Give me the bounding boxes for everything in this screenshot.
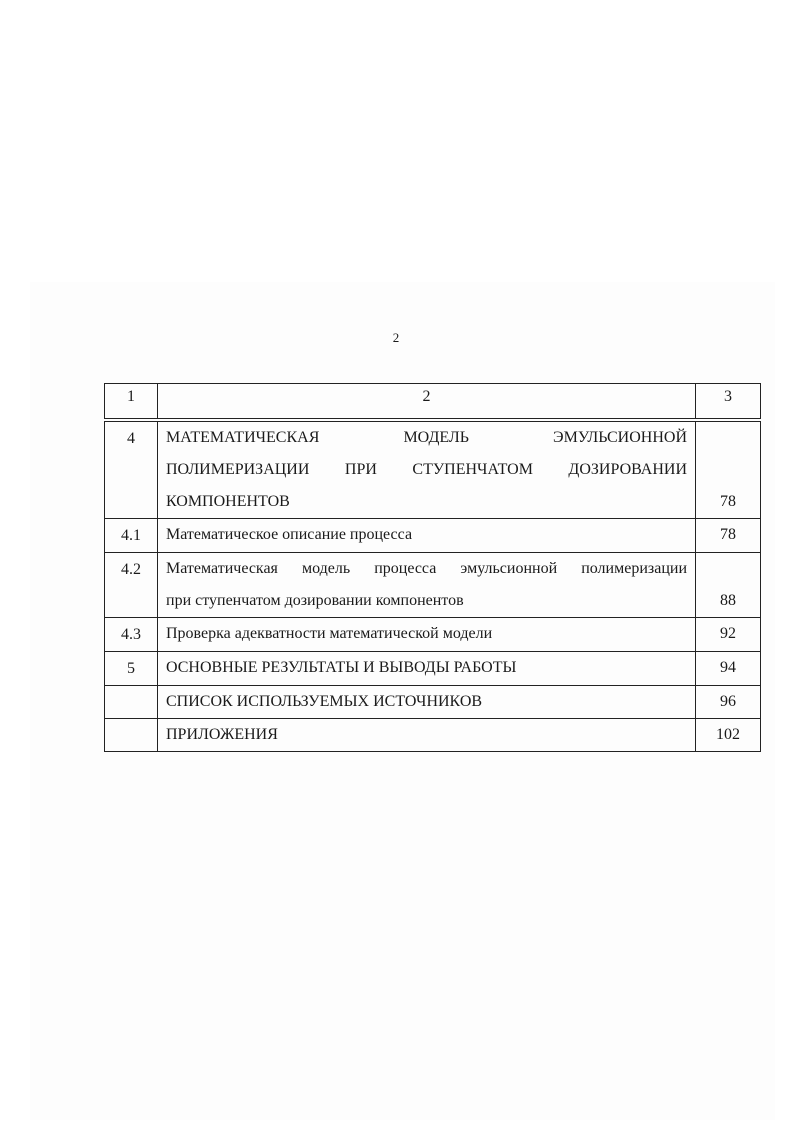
toc-row-appendices [105,719,761,752]
section-title-line: ПОЛИМЕРИЗАЦИИ ПРИ СТУПЕНЧАТОМ ДОЗИРОВАНИИ [166,461,687,478]
toc-row-5 [105,652,761,686]
section-title-line: Математическая модель процесса эмульсионной полимеризации [166,560,687,577]
toc-header-row [105,384,761,421]
section-page: 88 [696,553,761,618]
section-number [105,686,158,719]
header-col-1: 1 [105,384,158,421]
section-page: 94 [696,652,761,686]
section-title: Математическое описание процесса [158,519,696,553]
section-page: 78 [696,420,761,519]
section-number: 5 [105,652,158,686]
section-number: 4 [105,420,158,519]
section-title: СПИСОК ИСПОЛЬЗУЕМЫХ ИСТОЧНИКОВ [158,686,696,719]
toc-row-4-3 [105,618,761,652]
section-title [158,553,696,618]
section-title: ОСНОВНЫЕ РЕЗУЛЬТАТЫ И ВЫВОДЫ РАБОТЫ [158,652,696,686]
toc-row-4-1 [105,519,761,553]
table-of-contents [104,383,761,752]
section-title: ПРИЛОЖЕНИЯ [158,719,696,752]
section-title [158,420,696,519]
toc-row-4-2 [105,553,761,618]
section-title: Проверка адекватности математической модели [158,618,696,652]
toc-row-4 [105,420,761,519]
section-title-line: КОМПОНЕНТОВ [166,493,290,510]
section-page: 78 [696,519,761,553]
section-number: 4.1 [105,519,158,553]
section-title-line: МАТЕМАТИЧЕСКАЯ МОДЕЛЬ ЭМУЛЬСИОННОЙ [166,429,687,446]
section-number [105,719,158,752]
header-col-2: 2 [158,384,696,421]
section-page: 102 [696,719,761,752]
section-title-line: при ступенчатом дозировании компонентов [166,592,464,609]
section-number: 4.3 [105,618,158,652]
section-page: 92 [696,618,761,652]
section-page: 96 [696,686,761,719]
page-number: 2 [392,330,400,345]
toc-row-references [105,686,761,719]
header-col-3: 3 [696,384,761,421]
section-number: 4.2 [105,553,158,618]
